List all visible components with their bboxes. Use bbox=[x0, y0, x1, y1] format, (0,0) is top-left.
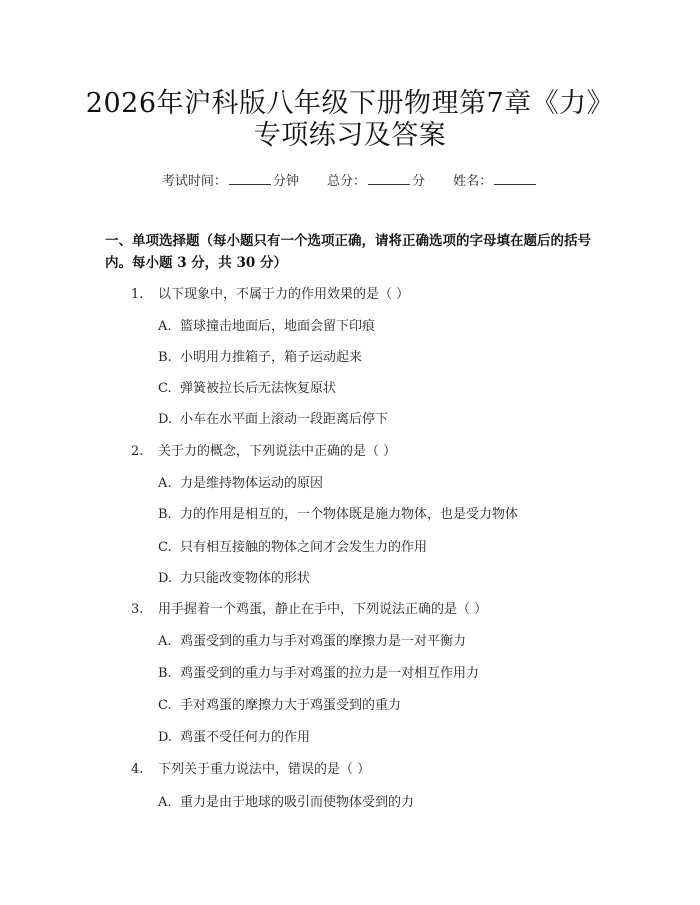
question-number: 1. bbox=[131, 287, 144, 302]
option-text: 鸡蛋受到的重力与手对鸡蛋的摩擦力是一对平衡力 bbox=[180, 634, 467, 649]
question-3 bbox=[131, 598, 487, 617]
exam-time-blank bbox=[229, 172, 271, 185]
option-letter: C. bbox=[158, 381, 172, 396]
option-text: 重力是由于地球的吸引而使物体受到的力 bbox=[180, 795, 415, 810]
question-2-option-c bbox=[158, 536, 427, 555]
option-letter: B. bbox=[158, 507, 172, 522]
document-title-line1: 2026年沪科版八年级下册物理第7章《力》 bbox=[85, 88, 615, 119]
option-text: 弹簧被拉长后无法恢复原状 bbox=[180, 381, 337, 396]
exam-time-unit: 分钟 bbox=[272, 174, 299, 189]
question-3-option-b bbox=[158, 662, 479, 681]
question-number: 3. bbox=[131, 602, 144, 617]
option-letter: A. bbox=[158, 634, 172, 649]
option-text: 力的作用是相互的，一个物体既是施力物体，也是受力物体 bbox=[180, 507, 519, 522]
option-text: 手对鸡蛋的摩擦力大于鸡蛋受到的重力 bbox=[180, 698, 402, 713]
option-text: 小明用力推箱子，箱子运动起来 bbox=[180, 350, 363, 365]
question-number: 4. bbox=[131, 762, 144, 777]
section-heading: 一、单项选择题（每小题只有一个选项正确，请将正确选项的字母填在题后的括号内。每小题 3 分，共 30 分） bbox=[105, 233, 591, 271]
question-3-option-d bbox=[158, 726, 310, 745]
question-4-option-a bbox=[158, 791, 414, 810]
student-name-field bbox=[453, 170, 538, 189]
option-text: 力只能改变物体的形状 bbox=[180, 571, 311, 586]
question-stem: 关于力的概念，下列说法中正确的是（ ） bbox=[158, 444, 397, 459]
student-name-label: 姓名： bbox=[453, 174, 493, 189]
question-3-option-c bbox=[158, 694, 401, 713]
option-letter: D. bbox=[158, 412, 173, 427]
option-text: 力是维持物体运动的原因 bbox=[180, 476, 324, 491]
student-name-blank bbox=[494, 172, 536, 185]
total-score-field bbox=[327, 170, 425, 189]
question-4 bbox=[131, 758, 370, 777]
question-number: 2. bbox=[131, 444, 144, 459]
exam-time-field bbox=[162, 170, 299, 189]
question-3-option-a bbox=[158, 630, 466, 649]
question-stem: 下列关于重力说法中，错误的是（ ） bbox=[158, 762, 371, 777]
option-letter: A. bbox=[158, 476, 172, 491]
question-1-option-a bbox=[158, 315, 375, 334]
option-letter: B. bbox=[158, 666, 172, 681]
total-score-blank bbox=[368, 172, 410, 185]
option-text: 鸡蛋受到的重力与手对鸡蛋的拉力是一对相互作用力 bbox=[180, 666, 480, 681]
question-2-option-d bbox=[158, 567, 310, 586]
total-score-label: 总分： bbox=[326, 174, 366, 189]
option-letter: B. bbox=[158, 350, 172, 365]
option-text: 篮球撞击地面后，地面会留下印痕 bbox=[180, 319, 376, 334]
question-stem: 用手握着一个鸡蛋，静止在手中，下列说法正确的是（ ） bbox=[158, 602, 488, 617]
question-1 bbox=[131, 283, 409, 302]
option-letter: D. bbox=[158, 571, 173, 586]
option-letter: C. bbox=[158, 540, 172, 555]
question-2-option-a bbox=[158, 472, 323, 491]
option-letter: C. bbox=[158, 698, 172, 713]
option-text: 小车在水平面上滚动一段距离后停下 bbox=[180, 412, 389, 427]
option-letter: D. bbox=[158, 730, 173, 745]
question-2-option-b bbox=[158, 503, 518, 522]
exam-time-label: 考试时间： bbox=[161, 174, 227, 189]
exam-info-row bbox=[0, 170, 700, 189]
question-stem: 以下现象中，不属于力的作用效果的是（ ） bbox=[158, 287, 410, 302]
question-2 bbox=[131, 440, 396, 459]
option-text: 只有相互接触的物体之间才会发生力的作用 bbox=[180, 540, 428, 555]
question-1-option-c bbox=[158, 377, 336, 396]
option-text: 鸡蛋不受任何力的作用 bbox=[180, 730, 311, 745]
option-letter: A. bbox=[158, 795, 172, 810]
option-letter: A. bbox=[158, 319, 172, 334]
question-1-option-d bbox=[158, 408, 388, 427]
document-title-line2: 专项练习及答案 bbox=[253, 120, 447, 151]
question-1-option-b bbox=[158, 346, 362, 365]
total-score-unit: 分 bbox=[412, 174, 426, 189]
